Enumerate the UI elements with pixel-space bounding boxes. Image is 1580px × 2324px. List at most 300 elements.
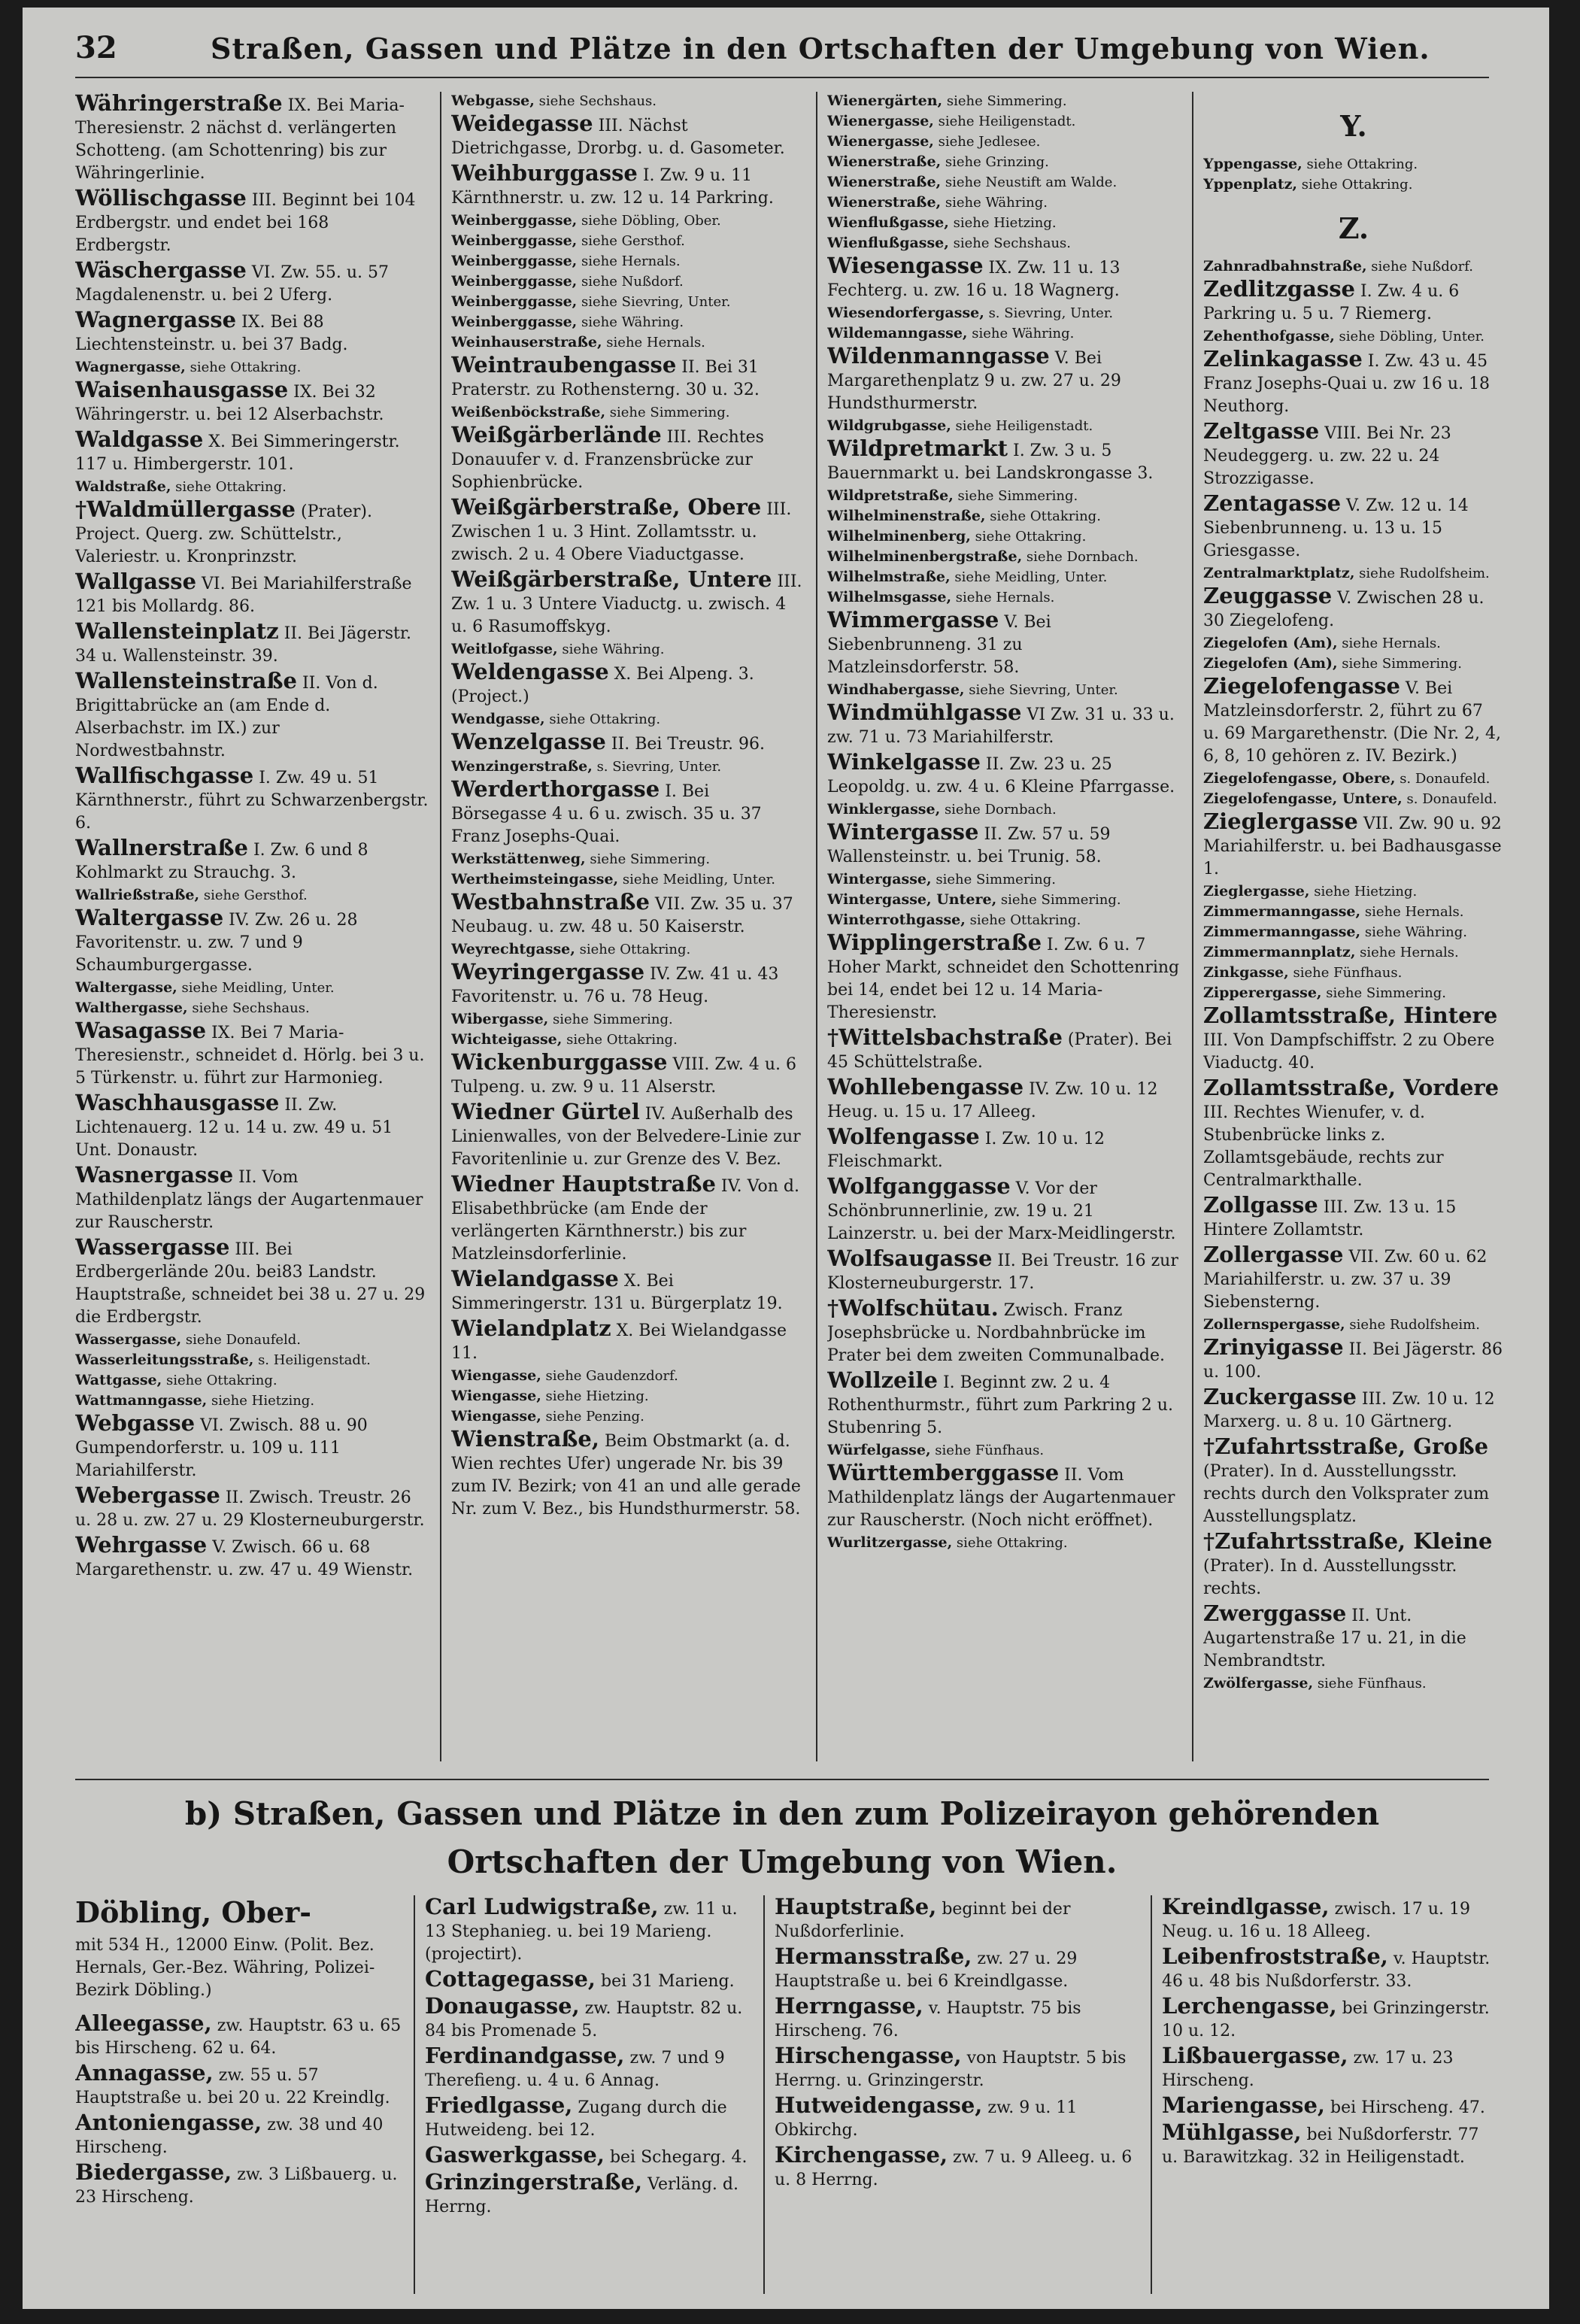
- street-entry: [451, 1030, 805, 1049]
- street-entry: [451, 710, 805, 729]
- street-description: s. Sievring, Unter.: [984, 305, 1114, 321]
- street-entry: [827, 112, 1181, 131]
- street-description: siehe Hernals.: [602, 335, 705, 350]
- street-name: Wallensteinplatz: [75, 618, 279, 644]
- street-entry: [425, 1968, 756, 1993]
- street-entry: [1203, 769, 1504, 788]
- street-description: siehe Währing.: [967, 326, 1075, 341]
- street-entry: [1203, 1194, 1504, 1242]
- street-description: III. Beginnt bei 104 Erdbergstr. und endet bei 168 Erdbergstr.: [75, 191, 416, 255]
- street-entry: [1203, 1315, 1504, 1334]
- street-entry: [1203, 1385, 1504, 1434]
- street-entry: [75, 1484, 429, 1532]
- street-name: Wehrgasse: [75, 1532, 208, 1558]
- street-name: Leibenfroststraße,: [1162, 1943, 1388, 1969]
- letter-heading: Z.: [1338, 211, 1369, 245]
- street-description: (Prater). In d. Ausstellungsstr. rechts.: [1203, 1557, 1457, 1598]
- street-description: siehe Ottakring.: [162, 1373, 277, 1388]
- street-entry: [827, 1175, 1181, 1245]
- street-name: Weinberggasse,: [451, 212, 578, 229]
- street-entry: [75, 187, 429, 257]
- street-entry: [451, 568, 805, 639]
- street-entry: [827, 527, 1181, 546]
- street-name: Weitlofgasse,: [451, 641, 558, 657]
- section-b-column-4: [1162, 1895, 1497, 2294]
- column-rule: [816, 92, 817, 1761]
- street-entry: [451, 730, 805, 756]
- street-name: †Wittelsbachstraße: [827, 1024, 1063, 1050]
- page-title: Straßen, Gassen und Plätze in den Ortschaften der Umgebung von Wien.: [211, 32, 1430, 65]
- street-name: Weintraubengasse: [451, 352, 677, 378]
- street-entry: [827, 1441, 1181, 1460]
- street-name: Yppengasse,: [1203, 156, 1303, 172]
- street-entry: [451, 423, 805, 494]
- street-description: zw. 38 und 40 Hirscheng.: [75, 2116, 384, 2157]
- street-description: siehe Simmering.: [605, 405, 730, 420]
- street-name: Wallensteinstraße: [75, 668, 297, 693]
- street-entry: [75, 1371, 429, 1390]
- street-description: I. Bei Börsegasse 4 u. 6 u. zwisch. 35 u. 37 Franz Josephs-Quai.: [451, 782, 762, 846]
- street-name: Ziegelofengasse, Untere,: [1203, 790, 1403, 807]
- street-name: Wattgasse,: [75, 1372, 162, 1388]
- street-description: bei 31 Marieng.: [596, 1972, 735, 1991]
- street-name: Wurlitzergasse,: [827, 1534, 953, 1551]
- street-entry: [451, 660, 805, 708]
- street-entry: [75, 669, 429, 763]
- street-name: †Waldmüllergasse: [75, 496, 296, 522]
- street-entry: [827, 1461, 1181, 1532]
- street-name: Wielandgasse: [451, 1266, 619, 1291]
- street-name: Weldengasse: [451, 659, 609, 684]
- street-description: IX. Zw. 11 u. 13 Fechterg. u. zw. 16 u. 18 Wagnerg.: [827, 259, 1121, 300]
- street-description: I. Zw. 49 u. 51 Kärnthnerstr., führt zu Schwarzenbergstr. 6.: [75, 769, 429, 833]
- street-name: Grinzingerstraße,: [425, 2169, 643, 2195]
- street-entry: [1203, 1674, 1504, 1693]
- street-name: Waltergasse,: [75, 979, 177, 996]
- street-description: II. Zw. 23 u. 25 Leopoldg. u. zw. 4 u. 6 Kleine Pfarrgasse.: [827, 755, 1175, 796]
- street-name: Weinberggasse,: [451, 273, 578, 290]
- street-description: siehe Nußdorf.: [577, 274, 684, 290]
- street-name: Weidegasse: [451, 111, 593, 136]
- street-name: Ziegelofengasse: [1203, 673, 1400, 699]
- street-name: Wienerstraße,: [827, 194, 942, 211]
- street-description: V. Zw. 12 u. 14 Siebenbrunneng. u. 13 u. 15 Griesgasse.: [1203, 496, 1469, 560]
- street-description: siehe Ottakring.: [952, 1535, 1068, 1551]
- street-description: I. Zw. 6 und 8 Kohlmarkt zu Strauchg. 3.: [75, 841, 368, 882]
- street-name: Windmühlgasse: [827, 699, 1022, 725]
- street-entry: [75, 1351, 429, 1370]
- street-name: Zwölfergasse,: [1203, 1675, 1314, 1691]
- street-name: Winklergasse,: [827, 801, 941, 818]
- street-name: Wagnergasse,: [75, 359, 186, 375]
- street-entry: [75, 2062, 406, 2110]
- column-rule: [1151, 1895, 1152, 2294]
- street-entry: [451, 1317, 805, 1365]
- street-name: Weinberggasse,: [451, 314, 578, 330]
- street-description: zw. 55 u. 57 Hauptstraße u. bei 20 u. 22 Kreindlg.: [75, 2066, 390, 2107]
- street-entry: [75, 1412, 429, 1482]
- street-name: Zieglergasse: [1203, 809, 1358, 834]
- street-description: siehe Nußdorf.: [1366, 259, 1473, 275]
- street-name: Mariengasse,: [1162, 2092, 1325, 2118]
- street-entry: [75, 1534, 429, 1582]
- street-description: siehe Ottakring.: [1302, 156, 1418, 172]
- street-entry: [75, 906, 429, 977]
- street-description: VIII. Zw. 4 u. 6 Tulpeng. u. zw. 9 u. 11 Alserstr.: [451, 1055, 797, 1097]
- street-description: siehe Hernals.: [577, 253, 681, 269]
- street-entry: [75, 92, 429, 185]
- street-name: Wattmanngasse,: [75, 1392, 208, 1409]
- street-entry: [775, 2044, 1143, 2092]
- street-description: siehe Sechshaus.: [187, 1000, 310, 1016]
- street-description: siehe Simmering.: [1337, 656, 1462, 672]
- street-entry: [425, 2143, 756, 2169]
- street-description: VI Zw. 31 u. 33 u. zw. 71 u. 73 Mariahilferstr.: [827, 705, 1175, 747]
- street-name: Zollamtsstraße, Hintere: [1203, 1003, 1498, 1028]
- street-entry: [451, 112, 805, 160]
- column-rule: [440, 92, 441, 1761]
- street-entry: [1203, 327, 1504, 346]
- street-entry: [1203, 1336, 1504, 1384]
- street-name: Weyringergasse: [451, 959, 645, 985]
- street-entry: [1162, 2121, 1497, 2169]
- street-name: Wassergasse: [75, 1234, 230, 1260]
- street-entry: [1203, 810, 1504, 881]
- street-description: II. Unt. Augartenstraße 17 u. 21, in die Nembrandtstr.: [1203, 1606, 1466, 1670]
- street-description: IV. Von d. Elisabethbrücke (am Ende der verlängerten Kärnthnerstr.) bis zur Matzleinsdorferlinie.: [451, 1177, 800, 1264]
- street-description: siehe Gersthof.: [577, 233, 685, 249]
- street-entry: [827, 214, 1181, 232]
- street-description: von Hauptstr. 5 bis Herrng. u. Grinzingerstr.: [775, 2049, 1127, 2090]
- street-description: siehe Penzing.: [541, 1409, 644, 1424]
- street-name: Wichteigasse,: [451, 1031, 563, 1048]
- street-entry: [75, 978, 429, 997]
- street-description: siehe Gersthof.: [199, 887, 308, 903]
- section-b-column-2: [425, 1895, 756, 2294]
- street-entry: [1203, 790, 1504, 809]
- street-entry: [451, 1427, 805, 1521]
- street-description: IV. Zw. 26 u. 28 Favoritenstr. u. zw. 7 und 9 Schaumburgergasse.: [75, 911, 358, 975]
- street-description: siehe Dornbach.: [1022, 549, 1139, 565]
- street-name: Wildpretstraße,: [827, 487, 954, 504]
- street-name: Wallrießstraße,: [75, 887, 200, 903]
- street-entry: [1203, 923, 1504, 942]
- street-description: s. Sievring, Unter.: [592, 759, 722, 775]
- street-entry: [75, 2161, 406, 2209]
- street-entry: [75, 620, 429, 668]
- street-entry: [827, 507, 1181, 526]
- street-name: Webergasse: [75, 1482, 220, 1508]
- street-name: †Zufahrtsstraße, Kleine: [1203, 1528, 1493, 1554]
- street-entry: [451, 353, 805, 402]
- street-description: zw. 3 Lißbauerg. u. 23 Hirscheng.: [75, 2165, 398, 2207]
- street-name: Wolfsaugasse: [827, 1245, 993, 1271]
- street-name: Zrinyigasse: [1203, 1334, 1344, 1360]
- street-description: VII. Zw. 90 u. 92 Mariahilferstr. u. bei Badhausgasse 1.: [1203, 815, 1502, 878]
- street-entry: [827, 153, 1181, 171]
- column-rule: [414, 1895, 415, 2294]
- street-description: X. Bei Alpeng. 3. (Project.): [451, 665, 754, 706]
- book-page: [23, 8, 1549, 2309]
- street-name: Weißenböckstraße,: [451, 404, 606, 420]
- street-entry: [75, 999, 429, 1018]
- street-name: Wienerstraße,: [827, 174, 942, 190]
- street-name: Wiengasse,: [451, 1367, 541, 1384]
- street-description: siehe Währing.: [941, 195, 1048, 211]
- street-entry: [1203, 564, 1504, 583]
- street-entry: [1203, 1243, 1504, 1314]
- street-name: Wasnergasse: [75, 1162, 234, 1188]
- street-entry: [827, 254, 1181, 302]
- street-entry: [75, 764, 429, 835]
- street-description: siehe Sievring, Unter.: [577, 294, 731, 310]
- street-name: Wassergasse,: [75, 1331, 182, 1348]
- street-description: v. Hauptstr. 75 bis Hirscheng. 76.: [775, 1999, 1081, 2040]
- street-description: III. Von Dampfschiffstr. 2 zu Obere Viaductg. 40.: [1203, 1031, 1495, 1072]
- street-entry: [1203, 347, 1504, 418]
- street-description: I. Beginnt zw. 2 u. 4 Rothenthurmstr., führt zum Parkring 2 u. Stubenring 5.: [827, 1373, 1173, 1437]
- street-entry: [1203, 882, 1504, 901]
- street-description: siehe Grinzing.: [941, 154, 1049, 170]
- street-description: III. Rechtes Donauufer v. d. Franzensbrücke zur Sophienbrücke.: [451, 428, 764, 492]
- page-header: [75, 30, 1489, 75]
- street-description: I. Zw. 10 u. 12 Fleischmarkt.: [827, 1130, 1105, 1171]
- street-description: siehe Ottakring.: [562, 1032, 678, 1048]
- street-description: s. Donaufeld.: [1395, 771, 1491, 787]
- street-name: Wiesendorfergasse,: [827, 305, 984, 321]
- street-entry: [75, 886, 429, 905]
- place-info: mit 534 H., 12000 Einw. (Polit. Bez. Hernals, Ger.-Bez. Währing, Polizei-Bezirk Döbling.): [75, 1936, 375, 2000]
- street-entry: [827, 870, 1181, 889]
- street-name: Biedergasse,: [75, 2159, 232, 2185]
- street-name: Hauptstraße,: [775, 1895, 937, 1919]
- street-entry: [75, 308, 429, 356]
- street-entry: [1203, 943, 1504, 962]
- street-description: II. Vom Mathildenplatz längs der Augartenmauer zur Rauscherstr. (Noch nicht eröffnet).: [827, 1466, 1175, 1530]
- street-description: bei Hirscheng. 47.: [1325, 2098, 1485, 2117]
- street-description: siehe Simmering.: [585, 851, 711, 867]
- street-entry: [827, 1247, 1181, 1295]
- street-entry: [827, 234, 1181, 253]
- street-name: Zelinkagasse: [1203, 346, 1363, 372]
- street-name: Webgasse: [75, 1410, 196, 1436]
- street-entry: [1162, 1945, 1497, 1993]
- street-entry: [1203, 675, 1504, 768]
- street-name: Wasserleitungsstraße,: [75, 1352, 254, 1368]
- street-name: Weißgärberstraße, Obere: [451, 494, 762, 520]
- street-name: Waltergasse: [75, 905, 224, 930]
- street-entry: [827, 487, 1181, 505]
- street-description: siehe Hernals.: [1337, 636, 1441, 651]
- street-name: Wildgrubgasse,: [827, 417, 951, 434]
- street-entry: [451, 940, 805, 959]
- street-description: II. Von d. Brigittabrücke an (am Ende d. Alserbachstr. im IX.) zur Nordwestbahnstr.: [75, 674, 378, 760]
- street-entry: [451, 313, 805, 332]
- street-description: siehe Simmering.: [548, 1012, 673, 1027]
- street-entry: [827, 821, 1181, 869]
- street-entry: [1203, 175, 1504, 194]
- street-description: siehe Währing.: [557, 642, 665, 657]
- street-name: Weinberggasse,: [451, 293, 578, 310]
- street-name: Walthergasse,: [75, 1000, 188, 1016]
- street-description: III. Zw. 10 u. 12 Marxerg. u. 8 u. 10 Gärtnerg.: [1203, 1390, 1495, 1431]
- street-name: Wielandplatz: [451, 1315, 611, 1341]
- street-name: Wienerstraße,: [827, 153, 942, 170]
- street-entry: [451, 890, 805, 939]
- street-name: Wolfengasse: [827, 1124, 980, 1149]
- street-entry: [451, 1367, 805, 1385]
- street-name: Zeuggasse: [1203, 583, 1333, 608]
- street-name: Wipplingerstraße: [827, 930, 1042, 955]
- street-entry: [451, 1051, 805, 1099]
- street-name: Zieglergasse,: [1203, 883, 1310, 900]
- street-description: siehe Ottakring.: [965, 912, 1081, 928]
- street-description: zw. 7 und 9 Therefieng. u. 4 u. 6 Annag.: [425, 2049, 725, 2090]
- street-entry: [451, 252, 805, 271]
- street-entry: [1203, 654, 1504, 673]
- street-description: siehe Hietzing.: [207, 1393, 315, 1409]
- street-name: Hermansstraße,: [775, 1943, 972, 1969]
- street-description: siehe Währing.: [577, 314, 684, 330]
- street-description: siehe Fünfhaus.: [930, 1443, 1045, 1458]
- street-entry: [827, 751, 1181, 799]
- street-description: II. Bei Jägerstr. 86 u. 100.: [1203, 1340, 1503, 1382]
- street-description: siehe Hietzing.: [948, 215, 1057, 231]
- street-name: Zedlitzgasse: [1203, 276, 1355, 302]
- header-rule: [75, 77, 1489, 78]
- street-description: siehe Döbling, Unter.: [1334, 329, 1485, 344]
- street-name: Weinberggasse,: [451, 253, 578, 269]
- street-entry: [827, 1125, 1181, 1173]
- street-name: Wallgasse: [75, 569, 197, 594]
- street-entry: [775, 2094, 1143, 2142]
- street-name: Waisenhausgasse: [75, 377, 289, 402]
- street-entry: [1203, 963, 1504, 982]
- street-description: siehe Ottakring.: [985, 508, 1101, 524]
- street-entry: [827, 1297, 1181, 1367]
- street-description: siehe Simmering.: [931, 872, 1057, 887]
- street-description: siehe Hernals.: [951, 590, 1055, 605]
- street-description: siehe Simmering.: [953, 488, 1078, 504]
- street-name: Wiedner Gürtel: [451, 1099, 640, 1124]
- letter-heading: Y.: [1340, 109, 1367, 143]
- street-entry: [451, 162, 805, 210]
- street-column-4: [1203, 92, 1504, 1776]
- street-description: bei Nußdorferstr. 77 u. Barawitzkag. 32 in Heiligenstadt.: [1162, 2125, 1479, 2167]
- street-name: Wiengasse,: [451, 1408, 541, 1424]
- street-description: IX. Bei 88 Liechtensteinstr. u. bei 37 Badg.: [75, 313, 348, 354]
- street-description: VIII. Bei Nr. 23 Neudeggerg. u. zw. 22 u. 24 Strozzigasse.: [1203, 424, 1451, 488]
- street-entry: [1203, 1076, 1504, 1192]
- street-entry: [451, 1173, 805, 1266]
- street-description: v. Hauptstr. 46 u. 48 bis Nußdorferstr. 33.: [1162, 1949, 1491, 1991]
- street-name: Wimmergasse: [827, 607, 999, 633]
- street-name: Weinhauserstraße,: [451, 334, 602, 350]
- street-entry: [451, 850, 805, 869]
- street-entry: [1203, 1004, 1504, 1075]
- street-entry: [425, 1995, 756, 2043]
- place-name: Döbling, Ober-: [75, 1895, 312, 1929]
- street-entry: [827, 344, 1181, 415]
- column-rule: [1192, 92, 1193, 1761]
- street-description: Beim Obstmarkt (a. d. Wien rechtes Ufer) ungerade Nr. bis 39 zum IV. Bezirk; von 41 an und alle gerade Nr. zum V. Bez., bis Hundsthurmerstr. 58.: [451, 1432, 801, 1518]
- street-entry: [1203, 420, 1504, 490]
- street-description: siehe Neustift am Walde.: [941, 174, 1118, 190]
- street-entry: [451, 496, 805, 566]
- street-name: Wendgasse,: [451, 711, 545, 727]
- street-name: Hutweidengasse,: [775, 2092, 983, 2118]
- street-entry: [75, 1391, 429, 1410]
- street-description: zw. Hauptstr. 63 u. 65 bis Hirscheng. 62 u. 64.: [75, 2016, 402, 2058]
- street-description: III. Zw. 13 u. 15 Hintere Zollamtstr.: [1203, 1198, 1457, 1239]
- street-entry: [1203, 903, 1504, 921]
- street-entry: [425, 2094, 756, 2142]
- street-description: siehe Hernals.: [1360, 904, 1464, 920]
- street-description: siehe Ottakring.: [171, 479, 287, 495]
- street-entry: [451, 1100, 805, 1171]
- street-description: VII. Zw. 35 u. 37 Neubaug. u. zw. 48 u. 50 Kaiserstr.: [451, 895, 793, 936]
- street-description: zw. Hauptstr. 82 u. 84 bis Promenade 5.: [425, 1999, 743, 2040]
- street-name: Zahnradbahnstraße,: [1203, 258, 1367, 275]
- street-name: Zehenthofgasse,: [1203, 328, 1335, 344]
- street-entry: [451, 92, 805, 111]
- street-name: Weißgärberstraße, Untere: [451, 566, 772, 592]
- street-description: siehe Fünfhaus.: [1288, 965, 1403, 981]
- street-name: Zollamtsstraße, Vordere: [1203, 1075, 1500, 1100]
- street-description: (Prater). Project. Querg. zw. Schüttelstr., Valeriestr. u. Kronprinzstr.: [75, 502, 372, 566]
- street-description: siehe Dornbach.: [940, 802, 1057, 818]
- street-column-3: [827, 92, 1181, 1776]
- street-description: siehe Sievring, Unter.: [964, 682, 1118, 698]
- section-b-column-1: [75, 2012, 406, 2298]
- street-entry: [451, 333, 805, 352]
- street-entry: [1203, 257, 1504, 276]
- street-entry: [827, 92, 1181, 111]
- street-name: Wienergärten,: [827, 93, 943, 109]
- street-name: Wintergasse,: [827, 871, 932, 887]
- street-name: Wäschergasse: [75, 257, 247, 283]
- street-description: III. Zw. 1 u. 3 Untere Viaductg. u. zwisch. 4 u. 6 Rasumoffskyg.: [451, 572, 802, 636]
- street-entry: [827, 1369, 1181, 1440]
- street-entry: [775, 1895, 1143, 1943]
- street-entry: [775, 2143, 1143, 2192]
- street-entry: [451, 1267, 805, 1315]
- street-description: siehe Meidling, Unter.: [950, 569, 1108, 585]
- street-description: IX. Bei 7 Maria-Theresienstr., schneidet d. Hörlg. bei 3 u. 5 Türkenstr. u. führt zur Harmonieg.: [75, 1024, 425, 1088]
- street-entry: [75, 1091, 429, 1162]
- street-description: siehe Heiligenstadt.: [933, 114, 1076, 129]
- street-description: VI. Bei Mariahilferstraße 121 bis Mollardg. 86.: [75, 575, 412, 616]
- street-entry: [827, 193, 1181, 212]
- street-name: Wenzelgasse: [451, 729, 606, 754]
- street-description: siehe Simmering.: [942, 93, 1067, 109]
- street-entry: [451, 1010, 805, 1029]
- street-name: Wiengasse,: [451, 1388, 541, 1404]
- street-name: Zwerggasse: [1203, 1600, 1347, 1626]
- street-description: II. Bei Treustr. 16 zur Klosterneuburgerstr. 17.: [827, 1252, 1178, 1293]
- street-name: Ziegelofengasse, Obere,: [1203, 770, 1396, 787]
- street-name: Wertheimsteingasse,: [451, 871, 619, 887]
- street-description: V. Vor der Schönbrunnerlinie, zw. 19 u. 21 Lainzerstr. u. bei der Marx-Meidlingerstr.: [827, 1179, 1176, 1243]
- street-description: zw. 9 u. 11 Obkirchg.: [775, 2098, 1078, 2140]
- street-description: siehe Ottakring.: [185, 360, 302, 375]
- street-entry: [1203, 634, 1504, 653]
- street-description: II. Bei 31 Praterstr. zu Rothensterng. 30 u. 32.: [451, 358, 760, 399]
- street-description: siehe Simmering.: [996, 892, 1121, 908]
- street-entry: [827, 1076, 1181, 1124]
- street-name: Zinkgasse,: [1203, 964, 1289, 981]
- street-description: III. Nächst Dietrichgasse, Drorbg. u. d. Gasometer.: [451, 117, 785, 158]
